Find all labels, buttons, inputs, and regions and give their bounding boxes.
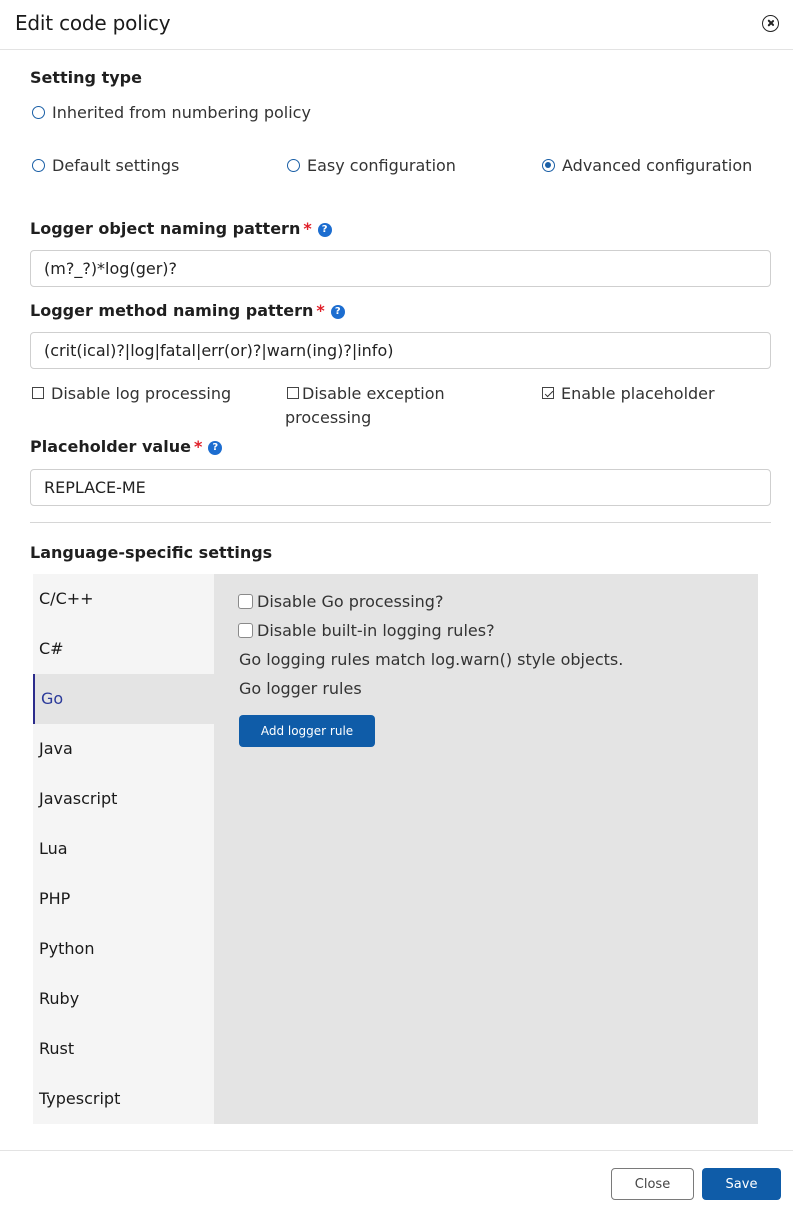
go-logger-rules-label: Go logger rules — [239, 679, 362, 698]
language-item-php[interactable]: PHP — [39, 889, 71, 908]
checkbox-disable-builtin[interactable] — [238, 621, 495, 640]
required-mark: * — [316, 301, 325, 320]
help-icon[interactable]: ? — [331, 305, 345, 319]
language-item-c-c[interactable]: C/C++ — [39, 589, 94, 608]
checkbox-disable-go-label: Disable Go processing? — [257, 592, 444, 611]
radio-selected-icon[interactable] — [542, 159, 555, 172]
radio-inherited-label: Inherited from numbering policy — [52, 103, 311, 122]
checkbox-enable-placeholder-label: Enable placeholder — [561, 384, 715, 403]
radio-inherited[interactable] — [32, 103, 311, 122]
logger-object-label — [30, 219, 332, 238]
add-logger-rule-button[interactable]: Add logger rule — [239, 715, 375, 747]
language-item-typescript[interactable]: Typescript — [39, 1089, 121, 1108]
language-list — [33, 574, 214, 1124]
placeholder-label — [30, 437, 222, 456]
logger-method-label-text: Logger method naming pattern — [30, 301, 314, 320]
required-mark: * — [303, 219, 312, 238]
checkbox-icon[interactable] — [238, 623, 253, 638]
dialog-header — [0, 0, 793, 50]
radio-icon[interactable] — [287, 159, 300, 172]
radio-icon[interactable] — [32, 106, 45, 119]
help-icon[interactable]: ? — [208, 441, 222, 455]
language-panel — [214, 574, 758, 1124]
dialog-title: Edit code policy — [15, 11, 171, 35]
checkbox-disable-go[interactable] — [238, 592, 443, 611]
placeholder-input[interactable] — [30, 469, 771, 506]
radio-easy-label: Easy configuration — [307, 156, 456, 175]
radio-advanced[interactable] — [542, 156, 752, 175]
checkbox-disable-log-label: Disable log processing — [51, 384, 232, 403]
checkbox-disable-builtin-label: Disable built-in logging rules? — [257, 621, 495, 640]
radio-easy[interactable] — [287, 156, 456, 175]
language-item-lua[interactable]: Lua — [39, 839, 68, 858]
logger-object-input[interactable] — [30, 250, 771, 287]
checkbox-checked-icon[interactable] — [542, 387, 554, 399]
language-item-python[interactable]: Python — [39, 939, 95, 958]
checkbox-disable-log[interactable] — [32, 382, 272, 406]
language-item-javascript[interactable]: Javascript — [39, 789, 118, 808]
checkbox-disable-exception-label: Disable exception processing — [285, 384, 445, 427]
radio-default[interactable] — [32, 156, 179, 175]
placeholder-label-text: Placeholder value — [30, 437, 191, 456]
help-icon[interactable]: ? — [318, 223, 332, 237]
radio-advanced-label: Advanced configuration — [562, 156, 753, 175]
setting-type-label: Setting type — [30, 68, 142, 87]
checkbox-enable-placeholder[interactable] — [542, 382, 762, 406]
checkbox-disable-exception[interactable] — [287, 382, 467, 430]
language-item-go[interactable]: Go — [33, 674, 214, 724]
language-item-java[interactable]: Java — [39, 739, 73, 758]
checkbox-icon[interactable] — [287, 387, 299, 399]
radio-default-label: Default settings — [52, 156, 180, 175]
checkbox-icon[interactable] — [238, 594, 253, 609]
logger-method-input[interactable] — [30, 332, 771, 369]
close-button[interactable]: Close — [611, 1168, 694, 1200]
dialog-footer — [0, 1150, 793, 1215]
section-divider — [30, 522, 771, 523]
language-item-ruby[interactable]: Ruby — [39, 989, 80, 1008]
close-circle-icon[interactable] — [762, 15, 779, 32]
language-settings-label: Language-specific settings — [30, 543, 273, 562]
radio-icon[interactable] — [32, 159, 45, 172]
required-mark: * — [193, 437, 203, 456]
language-item-c[interactable]: C# — [39, 639, 64, 658]
save-button[interactable]: Save — [702, 1168, 781, 1200]
logger-method-label — [30, 301, 345, 320]
go-rules-description: Go logging rules match log.warn() style objects. — [239, 650, 624, 669]
logger-object-label-text: Logger object naming pattern — [30, 219, 301, 238]
checkbox-icon[interactable] — [32, 387, 44, 399]
language-item-rust[interactable]: Rust — [39, 1039, 75, 1058]
